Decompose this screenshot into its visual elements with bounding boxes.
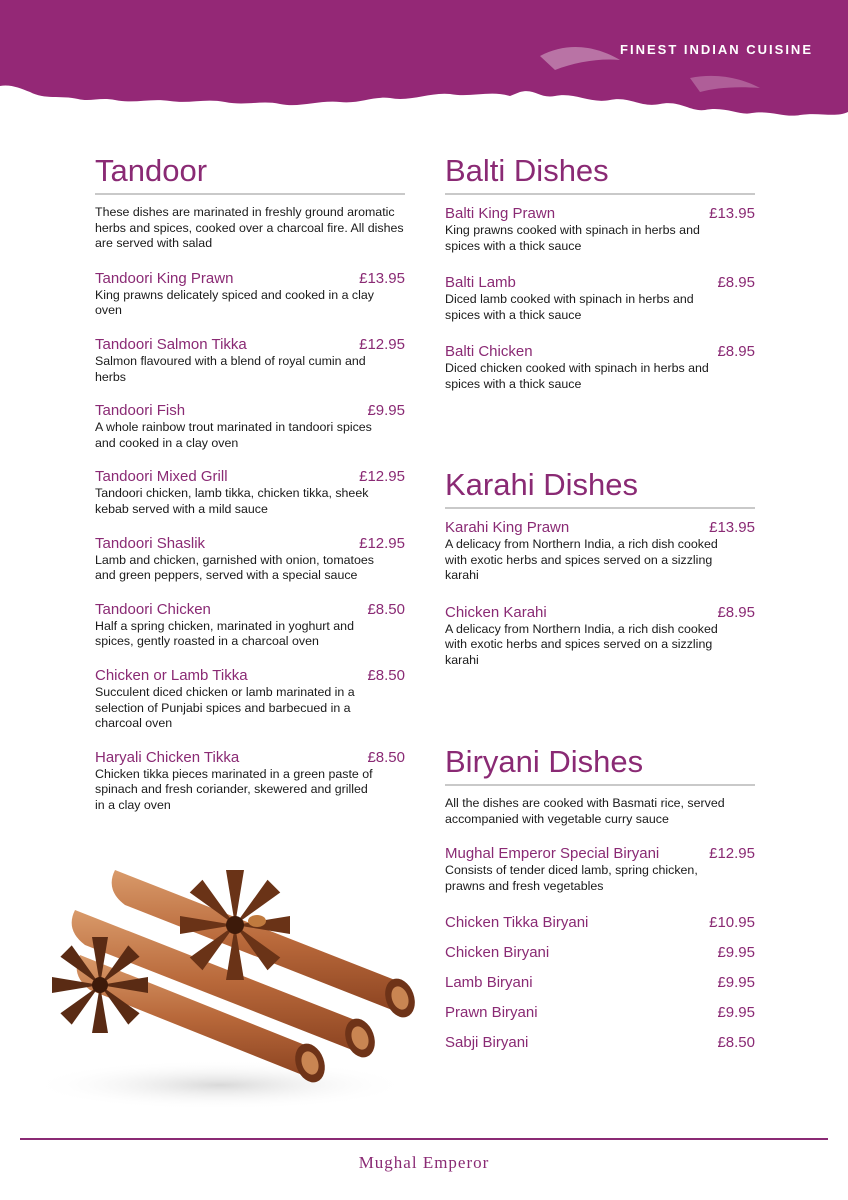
item-description: Succulent diced chicken or lamb marinated in a selection of Punjabi spices and barbecued in a charcoal oven <box>95 684 355 731</box>
item-name: Tandoori Salmon Tikka <box>95 335 247 353</box>
section-divider <box>95 193 405 195</box>
item-name: Tandoori King Prawn <box>95 269 234 287</box>
section-divider <box>445 193 755 195</box>
item-description: Salmon flavoured with a blend of royal cumin and herbs <box>95 353 366 384</box>
item-name: Chicken Karahi <box>445 603 547 621</box>
item-name: Chicken Tikka Biryani <box>445 914 589 932</box>
item-name: Karahi King Prawn <box>445 519 570 536</box>
item-price: £8.50 <box>367 748 405 766</box>
item-name: Sabji Biryani <box>445 1034 529 1052</box>
item-description: Half a spring chicken, marinated in yoghurt and spices, gently roasted in a charcoal oven <box>95 618 354 649</box>
tandoor-section <box>95 152 405 813</box>
section-intro: These dishes are marinated in freshly ground aromatic herbs and spices, cooked over a charcoal fire. All dishes are served with salad <box>95 205 404 251</box>
item-price: £13.95 <box>359 269 405 287</box>
menu-item <box>95 336 405 385</box>
menu-item <box>95 270 405 319</box>
menu-item <box>95 601 405 650</box>
item-name: Tandoori Chicken <box>95 600 211 618</box>
item-price: £9.95 <box>717 944 755 962</box>
item-price: £8.50 <box>367 666 405 684</box>
biryani-section <box>445 743 755 1052</box>
item-name: Tandoori Fish <box>95 402 186 420</box>
balti-section <box>445 152 755 393</box>
item-description: A delicacy from Northern India, a rich dish cooked with exotic herbs and spices served on a sizzling karahi <box>445 621 718 667</box>
menu-item <box>445 343 755 392</box>
item-price: £12.95 <box>359 468 405 486</box>
section-intro: All the dishes are cooked with Basmati rice, served accompanied with vegetable curry sauce <box>445 796 725 826</box>
section-title: Karahi Dishes <box>445 467 638 502</box>
footer-divider <box>20 1138 828 1140</box>
menu-item <box>445 845 755 894</box>
item-price: £10.95 <box>709 914 755 932</box>
item-name: Mughal Emperor Special Biryani <box>445 845 660 863</box>
item-price: £13.95 <box>709 519 755 536</box>
item-price: £9.95 <box>717 1004 755 1022</box>
menu-item <box>95 402 405 451</box>
menu-item <box>445 1004 755 1022</box>
item-name: Chicken Biryani <box>445 944 550 962</box>
menu-item <box>445 274 755 323</box>
menu-item <box>95 535 405 584</box>
menu-item <box>445 604 755 669</box>
item-price: £12.95 <box>709 845 755 863</box>
item-description: Chicken tikka pieces marinated in a green paste of spinach and fresh coriander, skewered and grilled in a clay oven <box>95 766 373 812</box>
item-name: Balti Chicken <box>445 343 533 361</box>
section-divider <box>445 784 755 786</box>
item-description: A delicacy from Northern India, a rich dish cooked with exotic herbs and spices served on a sizzling karahi <box>445 537 718 583</box>
footer-restaurant-name: Mughal Emperor <box>358 1153 490 1172</box>
item-name: Tandoori Mixed Grill <box>95 468 228 486</box>
section-title: Balti Dishes <box>445 153 609 188</box>
menu-item <box>445 974 755 992</box>
section-title: Tandoor <box>95 153 208 188</box>
item-name: Chicken or Lamb Tikka <box>95 666 248 684</box>
menu-item <box>445 914 755 932</box>
item-description: Lamb and chicken, garnished with onion, tomatoes and green peppers, served with a special sauce <box>95 552 374 583</box>
item-description: Consists of tender diced lamb, spring chicken, prawns and fresh vegetables <box>445 863 698 893</box>
menu-item <box>445 205 755 254</box>
item-name: Tandoori Shaslik <box>95 534 206 552</box>
menu-item <box>445 1034 755 1052</box>
item-price: £9.95 <box>717 974 755 992</box>
header-tagline: FINEST INDIAN CUISINE <box>620 42 813 57</box>
menu-item <box>95 749 405 814</box>
item-description: Tandoori chicken, lamb tikka, chicken tikka, sheek kebab served with a mild sauce <box>95 486 369 516</box>
karahi-section <box>445 466 755 669</box>
item-price: £13.95 <box>709 205 755 222</box>
item-price: £8.50 <box>717 1034 755 1052</box>
item-description: A whole rainbow trout marinated in tandoori spices and cooked in a clay oven <box>95 420 372 450</box>
menu-item <box>95 667 405 732</box>
menu-item <box>445 944 755 962</box>
item-price: £12.95 <box>359 534 405 552</box>
item-price: £8.95 <box>717 603 755 621</box>
section-title: Biryani Dishes <box>445 744 644 779</box>
item-name: Lamb Biryani <box>445 974 533 992</box>
item-description: Diced chicken cooked with spinach in herbs and spices with a thick sauce <box>445 361 709 391</box>
menu-item <box>95 468 405 517</box>
item-price: £12.95 <box>359 335 405 353</box>
menu-item <box>445 519 755 584</box>
header-banner <box>0 0 848 130</box>
cinnamon-star-anise-icon <box>20 830 420 1110</box>
item-description: Diced lamb cooked with spinach in herbs and spices with a thick sauce <box>445 292 694 322</box>
item-name: Prawn Biryani <box>445 1004 538 1022</box>
section-divider <box>445 507 755 509</box>
item-price: £9.95 <box>367 402 405 420</box>
item-name: Haryali Chicken Tikka <box>95 748 240 766</box>
item-name: Balti Lamb <box>445 274 516 292</box>
item-description: King prawns delicately spiced and cooked in a clay oven <box>95 287 374 318</box>
item-price: £8.95 <box>717 343 755 361</box>
item-name: Balti King Prawn <box>445 205 556 222</box>
item-price: £8.95 <box>717 274 755 292</box>
item-price: £8.50 <box>367 600 405 618</box>
item-description: King prawns cooked with spinach in herbs and spices with a thick sauce <box>445 223 700 253</box>
